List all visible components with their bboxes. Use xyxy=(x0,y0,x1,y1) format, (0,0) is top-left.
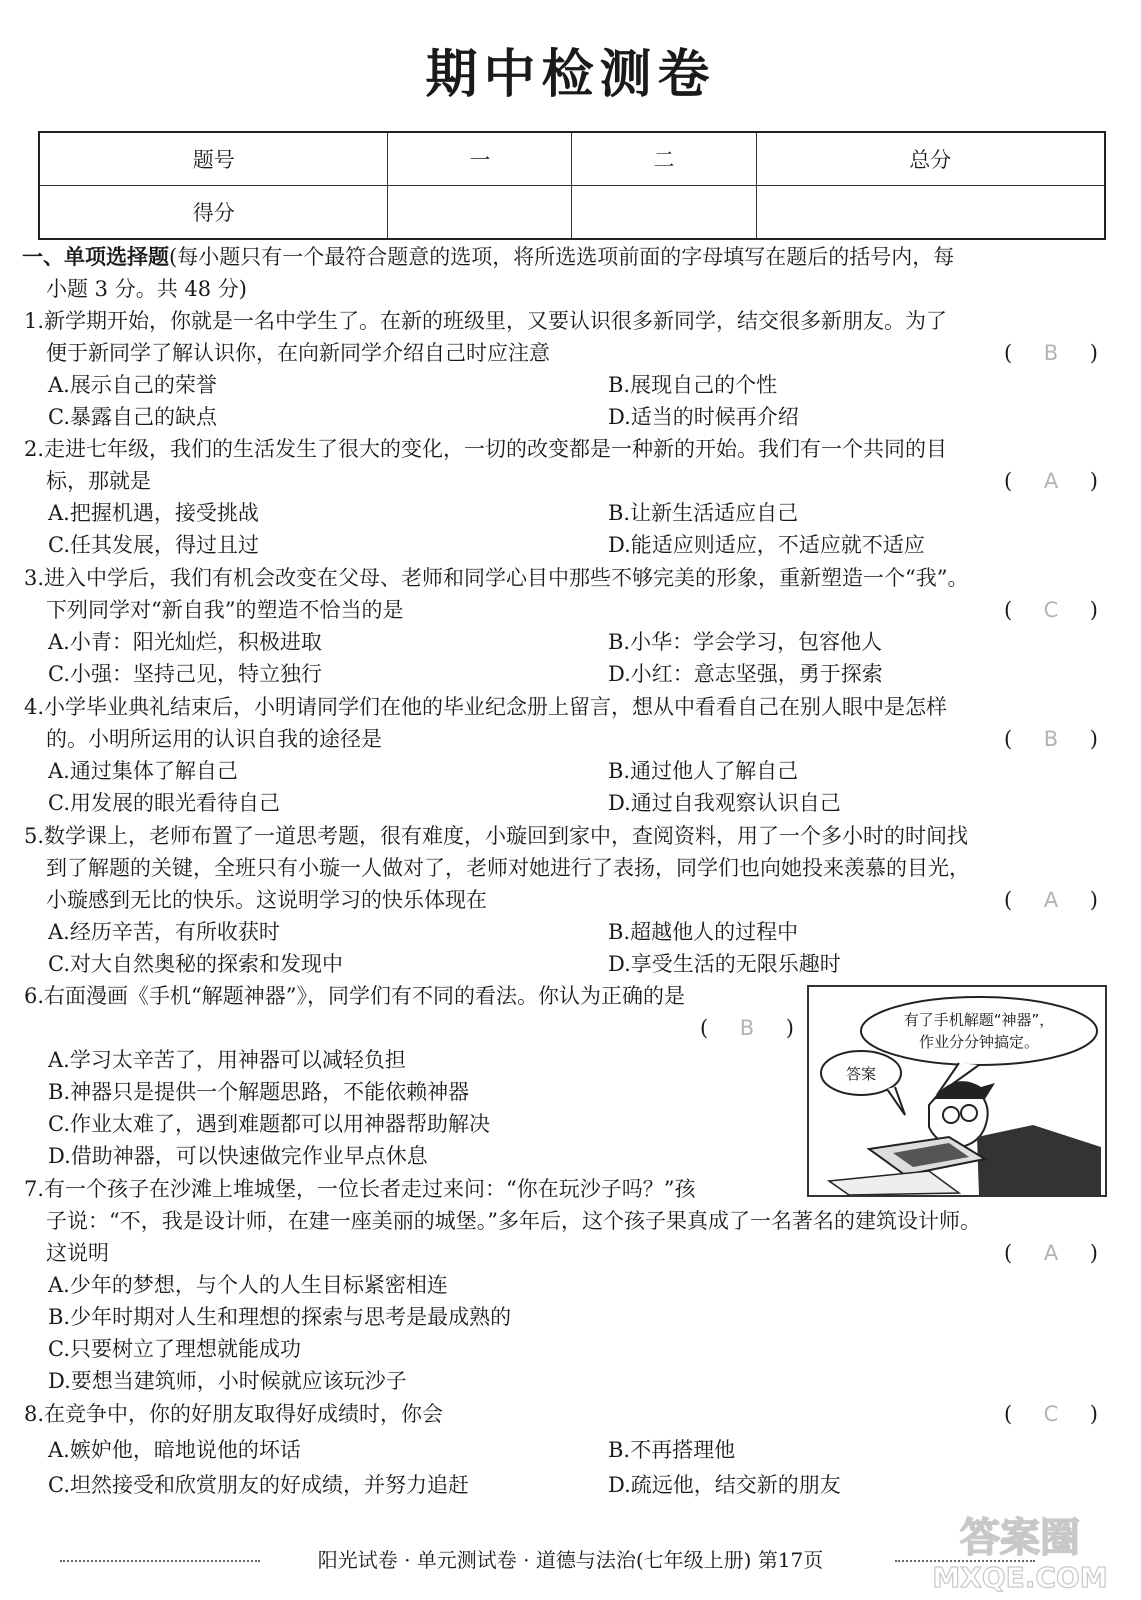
cartoon-bubble-text-2: 作业分分钟搞定。 xyxy=(918,1033,1040,1051)
option-d: D.小红：意志坚强，勇于探索 xyxy=(608,662,883,686)
cartoon-bubble-text-3: 答案 xyxy=(845,1065,877,1083)
option-b: B.展现自己的个性 xyxy=(608,373,778,397)
option-a: A.通过集体了解自己 xyxy=(48,759,238,783)
question-7-stem-cont: 子说：“不，我是设计师，在建一座美丽的城堡。”多年后，这个孩子果真成了一名著名的建筑设计师。 xyxy=(46,1209,981,1233)
option-c: C.只要树立了理想就能成功 xyxy=(48,1337,301,1361)
answer-letter: B xyxy=(1043,341,1059,365)
option-c: C.用发展的眼光看待自己 xyxy=(48,791,280,815)
option-d: D.通过自我观察认识自己 xyxy=(608,791,841,815)
score-cell-empty[interactable] xyxy=(756,186,1105,240)
question-7-stem-cont: 这说明 xyxy=(46,1241,109,1265)
question-6-stem: 6.右面漫画《手机“解题神器”》，同学们有不同的看法。你认为正确的是 xyxy=(24,984,686,1008)
watermark-logo xyxy=(915,1505,1125,1595)
answer-bracket: ( A ) xyxy=(1004,884,1098,916)
score-cell-part-2: 二 xyxy=(572,132,756,186)
question-2-stem-cont: 标，那就是 xyxy=(46,469,151,493)
option-d: D.要想当建筑师，小时候就应该玩沙子 xyxy=(48,1369,407,1393)
option-b: B.神器只是提供一个解题思路，不能依赖神器 xyxy=(48,1080,470,1104)
answer-bracket: ( C ) xyxy=(1004,1398,1098,1430)
question-8-stem: 8.在竞争中，你的好朋友取得好成绩时，你会 xyxy=(24,1402,444,1426)
option-a: A.展示自己的荣誉 xyxy=(48,373,217,397)
answer-letter: A xyxy=(1043,469,1059,493)
score-table xyxy=(38,131,1106,240)
question-5-stem-cont: 小璇感到无比的快乐。这说明学习的快乐体现在 xyxy=(46,888,487,912)
answer-letter: B xyxy=(739,1016,755,1040)
answer-bracket: ( B ) xyxy=(700,1012,794,1044)
option-b: B.少年时期对人生和理想的探索与思考是最成熟的 xyxy=(48,1305,512,1329)
answer-letter: B xyxy=(1043,727,1059,751)
section-instructions-cont: 小题 3 分。共 48 分) xyxy=(46,277,247,301)
option-d: D.疏远他，结交新的朋友 xyxy=(608,1473,841,1497)
option-c: C.暴露自己的缺点 xyxy=(48,405,217,429)
question-1-stem: 1.新学期开始，你就是一名中学生了。在新的班级里，又要认识很多新同学，结交很多新朋友。为了 xyxy=(24,309,948,333)
option-a: A.把握机遇，接受挑战 xyxy=(48,501,259,525)
option-a: A.少年的梦想，与个人的人生目标紧密相连 xyxy=(48,1273,448,1297)
option-a: A.学习太辛苦了，用神器可以减轻负担 xyxy=(48,1048,406,1072)
page-title: 期中检测卷 xyxy=(425,45,716,105)
answer-letter: C xyxy=(1043,598,1059,622)
section-instructions: (每小题只有一个最符合题意的选项，将所选选项前面的字母填写在题后的括号内，每 xyxy=(169,245,955,269)
option-b: B.超越他人的过程中 xyxy=(608,920,799,944)
option-b: B.让新生活适应自己 xyxy=(608,501,799,525)
cartoon-drawing xyxy=(809,987,1105,1195)
score-cell-question-no: 题号 xyxy=(39,132,388,186)
option-c: C.对大自然奥秘的探索和发现中 xyxy=(48,952,343,976)
section-title: 一、单项选择题 xyxy=(22,244,169,269)
option-c: C.作业太难了，遇到难题都可以用神器帮助解决 xyxy=(48,1112,490,1136)
question-5-stem: 5.数学课上，老师布置了一道思考题，很有难度，小璇回到家中，查阅资料，用了一个多小时的时间找 xyxy=(24,824,969,848)
answer-bracket: ( B ) xyxy=(1004,337,1098,369)
score-cell-empty[interactable] xyxy=(388,186,572,240)
answer-letter: A xyxy=(1043,888,1059,912)
question-3-stem: 3.进入中学后，我们有机会改变在父母、老师和同学心目中那些不够完美的形象，重新塑造一个“我”。 xyxy=(24,566,969,590)
score-cell-part-1: 一 xyxy=(388,132,572,186)
question-4-stem-cont: 的。小明所运用的认识自我的途径是 xyxy=(46,727,382,751)
watermark-text: 答案圈 xyxy=(960,1515,1080,1561)
question-5-stem-cont: 到了解题的关键，全班只有小璇一人做对了，老师对她进行了表扬，同学们也向她投来羡慕的目光， xyxy=(46,856,970,880)
option-b: B.通过他人了解自己 xyxy=(608,759,799,783)
cartoon-illustration xyxy=(807,985,1107,1197)
option-b: B.小华：学会学习，包容他人 xyxy=(608,630,883,654)
watermark-url: MXQE.COM xyxy=(932,1561,1108,1594)
answer-letter: A xyxy=(1043,1241,1059,1265)
question-1-stem-cont: 便于新同学了解认识你，在向新同学介绍自己时应注意 xyxy=(46,341,550,365)
cartoon-bubble-text-1: 有了手机解题“神器”， xyxy=(903,1011,1055,1029)
score-table-header-row xyxy=(39,132,1105,186)
footer-divider-left xyxy=(60,1560,260,1562)
option-d: D.适当的时候再介绍 xyxy=(608,405,799,429)
question-4-stem: 4.小学毕业典礼结束后，小明请同学们在他的毕业纪念册上留言，想从中看看自己在别人眼中是怎样 xyxy=(24,695,948,719)
score-table-score-row xyxy=(39,186,1105,240)
option-d: D.借助神器，可以快速做完作业早点休息 xyxy=(48,1144,428,1168)
answer-bracket: ( A ) xyxy=(1004,1237,1098,1269)
footer-text: 阳光试卷 · 单元测试卷 · 道德与法治(七年级上册) 第17页 xyxy=(317,1548,824,1572)
option-c: C.坦然接受和欣赏朋友的好成绩，并努力追赶 xyxy=(48,1473,469,1497)
option-d: D.享受生活的无限乐趣时 xyxy=(608,952,841,976)
question-2-stem: 2.走进七年级，我们的生活发生了很大的变化，一切的改变都是一种新的开始。我们有一个共同的目 xyxy=(24,437,948,461)
option-b: B.不再搭理他 xyxy=(608,1438,736,1462)
option-a: A.小青：阳光灿烂，积极进取 xyxy=(48,630,322,654)
option-d: D.能适应则适应，不适应就不适应 xyxy=(608,533,925,557)
option-a: A.经历辛苦，有所收获时 xyxy=(48,920,280,944)
question-3-stem-cont: 下列同学对“新自我”的塑造不恰当的是 xyxy=(46,598,404,622)
score-cell-total: 总分 xyxy=(756,132,1105,186)
score-cell-label: 得分 xyxy=(39,186,388,240)
score-cell-empty[interactable] xyxy=(572,186,756,240)
answer-bracket: ( C ) xyxy=(1004,594,1098,626)
answer-bracket: ( B ) xyxy=(1004,723,1098,755)
section-heading xyxy=(22,241,954,273)
option-a: A.嫉妒他，暗地说他的坏话 xyxy=(48,1438,301,1462)
option-c: C.小强：坚持己见，特立独行 xyxy=(48,662,322,686)
question-7-stem: 7.有一个孩子在沙滩上堆城堡，一位长者走过来问：“你在玩沙子吗？”孩 xyxy=(24,1177,696,1201)
answer-letter: C xyxy=(1043,1402,1059,1426)
answer-bracket: ( A ) xyxy=(1004,465,1098,497)
option-c: C.任其发展，得过且过 xyxy=(48,533,259,557)
